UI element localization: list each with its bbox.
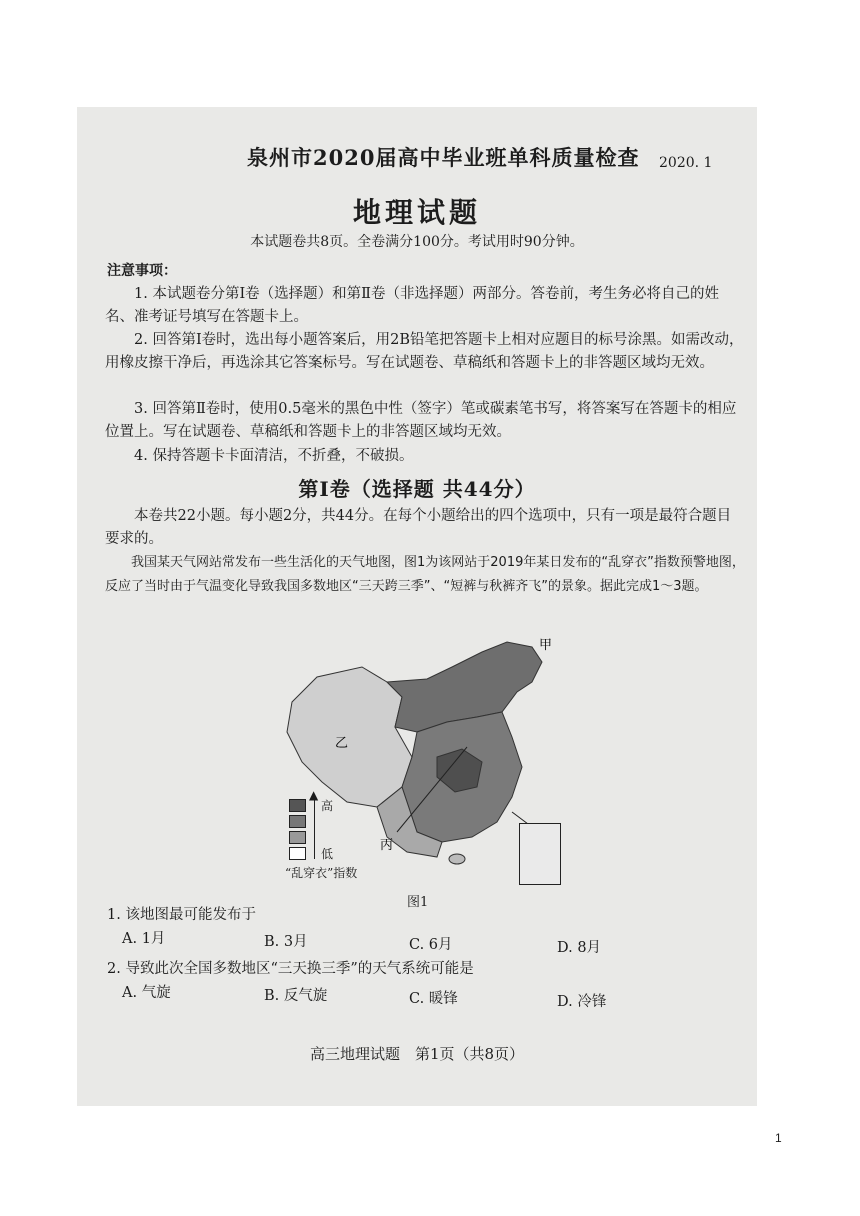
subject-title: 地理试题: [352, 196, 481, 229]
region-label-yi: 乙: [335, 736, 349, 751]
legend-arrow-head: ▲: [309, 788, 319, 802]
question-2-option-b: B. 反气旋: [264, 988, 328, 1004]
question-1-option-b: B. 3月: [264, 934, 308, 950]
legend-title: “乱穿衣”指数: [285, 866, 358, 880]
question-2-stem: 2. 导致此次全国多数地区“三天换三季”的天气系统可能是: [107, 961, 474, 977]
notice-heading: 注意事项：: [107, 263, 177, 279]
legend-swatch-1: [289, 799, 306, 812]
map-hainan: [449, 854, 465, 864]
page-footer: 高三地理试题 第1页（共8页）: [309, 1045, 525, 1063]
notice-item-2: 2. 回答第Ⅰ卷时，选出每小题答案后，用2B铅笔把答题卡上相对应题目的标号涂黑。如需改动，用橡皮擦干净后，再选涂其它答案标号。写在试题卷、草稿纸和答题卡上的非答题区域均无效。: [105, 332, 744, 371]
region-label-jia: 甲: [539, 638, 553, 653]
exam-title: 泉州市2020届高中毕业班单科质量检查: [247, 145, 640, 170]
legend-low: 低: [321, 847, 334, 861]
page-number: 1: [775, 1131, 782, 1145]
south-china-sea-inset: [519, 823, 561, 885]
legend-swatch-3: [289, 831, 306, 844]
notice-item-1: 1. 本试题卷分第Ⅰ卷（选择题）和第Ⅱ卷（非选择题）两部分。答卷前，考生务必将自己的姓名、准考证号填写在答题卡上。: [105, 286, 720, 325]
exam-page-photo: [77, 107, 757, 1106]
question-passage: 我国某天气网站常发布一些生活化的天气地图，图1为该网站于2019年某日发布的“乱穿衣”指数预警地图，反应了当时由于气温变化导致我国多数地区“三天跨三季”、“短裤与秋裤齐飞”的景象。据此完成1～3题。: [105, 555, 745, 594]
figure-caption: 图1: [407, 895, 429, 910]
question-2-option-a: A. 气旋: [122, 985, 171, 1001]
exam-info: 本试题卷共8页。全卷满分100分。考试用时90分钟。: [250, 234, 584, 250]
legend-swatch-2: [289, 815, 306, 828]
map-north-region: [387, 642, 542, 732]
legend-arrow-line: [314, 797, 315, 859]
legend-swatch-4: [289, 847, 306, 860]
section-title: 第Ⅰ卷（选择题 共44分）: [298, 477, 536, 501]
question-1-option-d: D. 8月: [557, 940, 602, 956]
notice-item-4: 4. 保持答题卡卡面清洁，不折叠，不破损。: [134, 448, 414, 464]
region-label-bing: 丙: [380, 838, 394, 853]
notice-item-3: 3. 回答第Ⅱ卷时，使用0.5毫米的黑色中性（签字）笔或碳素笔书写，将答案写在答题卡的相应位置上。写在试题卷、草稿纸和答题卡上的非答题区域均无效。: [105, 401, 737, 440]
exam-date: 2020. 1: [659, 155, 713, 171]
question-1-option-a: A. 1月: [122, 931, 166, 947]
section-instructions: 本卷共22小题。每小题2分，共44分。在每个小题给出的四个选项中，只有一项是最符合题目要求的。: [105, 508, 732, 547]
legend-high: 高: [321, 799, 334, 813]
question-1-option-c: C. 6月: [409, 937, 453, 953]
question-1-stem: 1. 该地图最可能发布于: [107, 907, 256, 923]
question-2-option-c: C. 暖锋: [409, 991, 458, 1007]
question-2-option-d: D. 冷锋: [557, 994, 607, 1010]
